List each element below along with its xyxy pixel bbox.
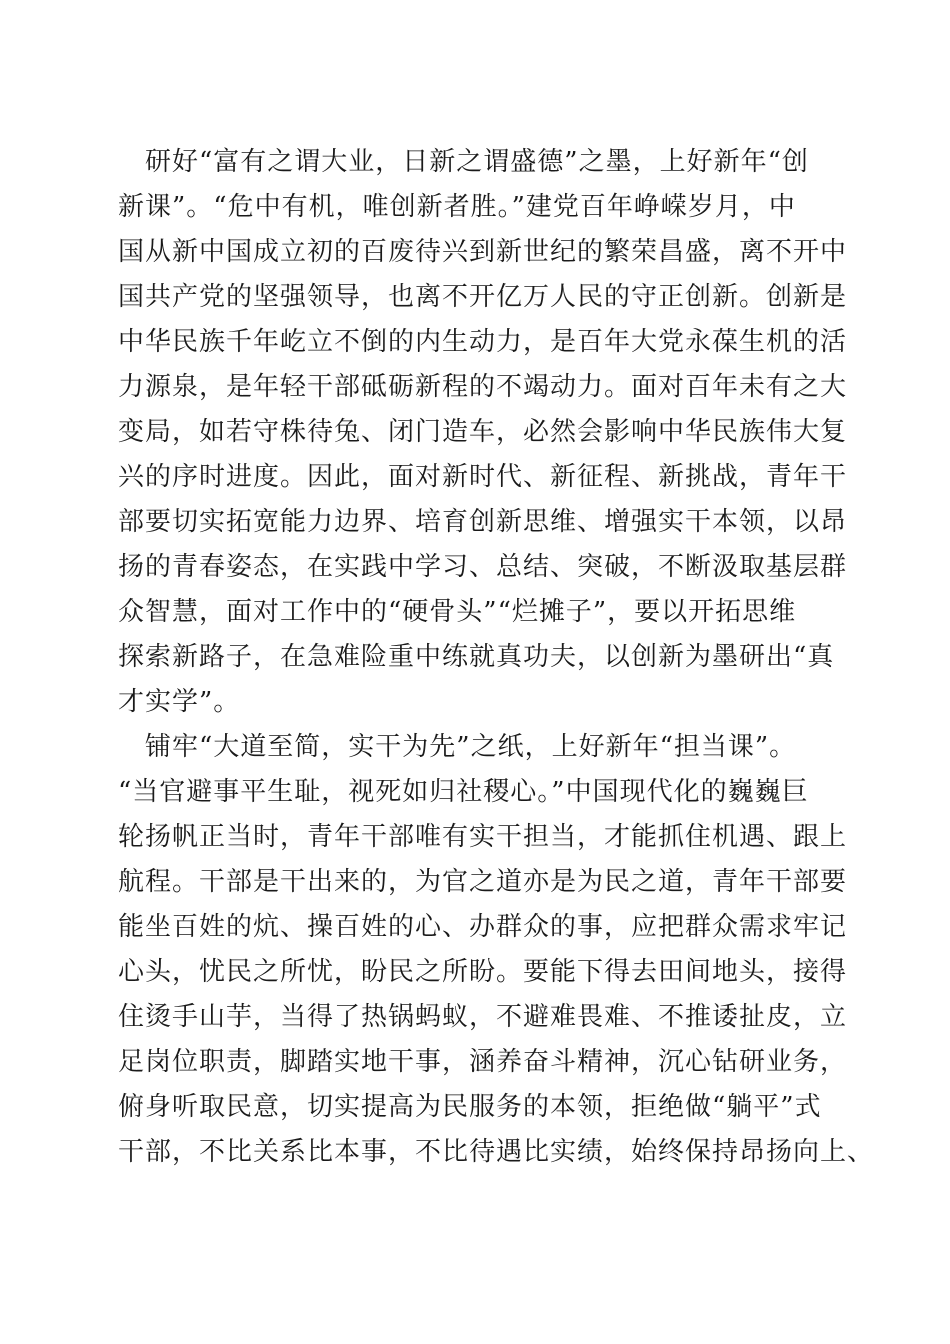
text-line: 住烫手山芋，当得了热锅蚂蚁，不避难畏难、不推诿扯皮，立: [118, 1002, 848, 1032]
text-line: 变局，如若守株待兔、闭门造车，必然会影响中华民族伟大复: [118, 417, 848, 447]
body-text: [118, 140, 875, 1175]
text-line: 探索新路子，在急难险重中练就真功夫，以创新为墨研出“真: [118, 642, 835, 672]
text-line: 国共产党的坚强领导，也离不开亿万人民的守正创新。创新是: [118, 282, 848, 312]
text-line: 部要切实拓宽能力边界、培育创新思维、增强实干本领，以昂: [118, 507, 848, 537]
text-line: 新课”。“危中有机，唯创新者胜。”建党百年峥嵘岁月，中: [118, 192, 796, 222]
text-line: 扬的青春姿态，在实践中学习、总结、突破，不断汲取基层群: [118, 552, 848, 582]
text-line: 心头，忧民之所忧，盼民之所盼。要能下得去田间地头，接得: [118, 957, 848, 987]
text-line: 力源泉，是年轻干部砥砺新程的不竭动力。面对百年未有之大: [118, 372, 848, 402]
text-line: 轮扬帆正当时，青年干部唯有实干担当，才能抓住机遇、跟上: [118, 822, 848, 852]
text-line: 研好“富有之谓大业，日新之谓盛德”之墨，上好新年“创: [118, 147, 809, 177]
text-line: 能坐百姓的炕、操百姓的心、办群众的事，应把群众需求牢记: [118, 912, 848, 942]
text-line: 航程。干部是干出来的，为官之道亦是为民之道，青年干部要: [118, 867, 848, 897]
text-line: 干部，不比关系比本事，不比待遇比实绩，始终保持昂扬向上、: [118, 1137, 875, 1167]
text-line: 兴的序时进度。因此，面对新时代、新征程、新挑战，青年干: [118, 462, 848, 492]
text-line: 足岗位职责，脚踏实地干事，涵养奋斗精神，沉心钻研业务，: [118, 1047, 848, 1077]
text-line: 俯身听取民意，切实提高为民服务的本领，拒绝做“躺平”式: [118, 1092, 822, 1122]
text-line: 众智慧，面对工作中的“硬骨头”“烂摊子”，要以开拓思维: [118, 597, 797, 627]
text-line: 铺牢“大道至简，实干为先”之纸，上好新年“担当课”。: [118, 732, 797, 762]
text-line: 国从新中国成立初的百废待兴到新世纪的繁荣昌盛，离不开中: [118, 237, 848, 267]
text-line: 中华民族千年屹立不倒的内生动力，是百年大党永葆生机的活: [118, 327, 848, 357]
text-line: “当官避事平生耻，视死如归社稷心。”中国现代化的巍巍巨: [118, 777, 809, 807]
text-line: 才实学”。: [118, 687, 241, 717]
